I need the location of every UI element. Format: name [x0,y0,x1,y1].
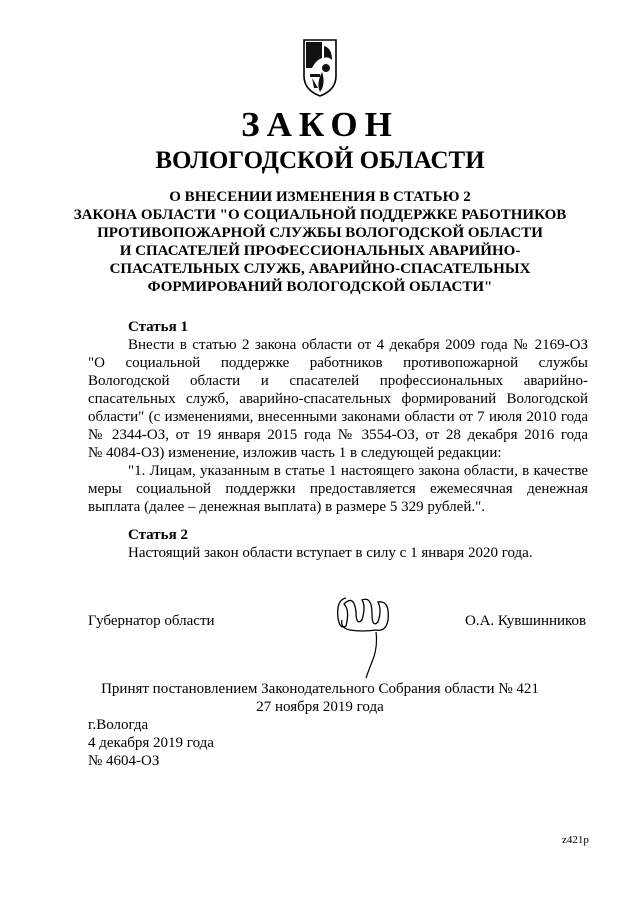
law-title-line: И СПАСАТЕЛЕЙ ПРОФЕССИОНАЛЬНЫХ АВАРИЙНО- [119,243,521,259]
law-title-line: ФОРМИРОВАНИЙ ВОЛОГОДСКОЙ ОБЛАСТИ" [147,279,493,295]
article-1-quote-line: выплата (далее – денежная выплата) в размере 5 329 рублей.". [88,499,485,515]
article-2-text: Настоящий закон области вступает в силу с 1 января 2020 года. [128,545,533,561]
article-1-line: № 4084-ОЗ) изменение, изложив часть 1 в следующей редакции: [88,445,502,461]
adoption-line-1: Принят постановлением Законодательного Собрания области № 421 [101,681,539,697]
law-title-line: ПРОТИВОПОЖАРНОЙ СЛУЖБЫ ВОЛОГОДСКОЙ ОБЛАСТИ [97,225,543,241]
document-heading-law: ЗАКОН [241,105,399,144]
place: г.Вологда [88,717,149,733]
law-title-line: СПАСАТЕЛЬНЫХ СЛУЖБ, АВАРИЙНО-СПАСАТЕЛЬНЫХ [109,261,531,277]
article-1-line: области" (с изменениями, внесенными законами области от 7 июля 2010 года [88,409,588,425]
document-heading-region: ВОЛОГОДСКОЙ ОБЛАСТИ [155,147,485,174]
signing-date: 4 декабря 2019 года [88,735,214,751]
article-1-line: спасательных служб, аварийно-спасательных формирований Вологодской [88,391,588,407]
article-1-line: Вологодской области и спасателей профессиональных аварийно- [88,373,588,389]
handwritten-signature [332,590,394,680]
law-title-line: ЗАКОНА ОБЛАСТИ "О СОЦИАЛЬНОЙ ПОДДЕРЖКЕ РАБОТНИКОВ [73,207,567,223]
article-1-line: № 2344-ОЗ, от 19 января 2015 года № 3554-ОЗ, от 28 декабря 2016 года [88,427,588,443]
law-title-line: О ВНЕСЕНИИ ИЗМЕНЕНИЯ В СТАТЬЮ 2 [169,189,471,205]
article-1-quote-line: "1. Лицам, указанным в статье 1 настоящего закона области, в качестве [128,463,588,479]
coat-of-arms-icon [302,38,338,98]
signatory-position: Губернатор области [88,613,215,629]
article-1-heading: Статья 1 [128,319,188,335]
article-1-line: Внести в статью 2 закона области от 4 декабря 2009 года № 2169-ОЗ [128,337,588,353]
signatory-name: О.А. Кувшинников [465,613,587,629]
law-number: № 4604-ОЗ [88,753,160,769]
article-1-line: "О социальной поддержке работников противопожарной службы [88,355,588,371]
article-2-heading: Статья 2 [128,527,188,543]
law-title [60,188,580,296]
document-code: z421p [562,834,589,846]
article-1-quote-line: меры социальной поддержки предоставляется ежемесячная денежная [88,481,588,497]
adoption-line-2: 27 ноября 2019 года [256,699,384,715]
